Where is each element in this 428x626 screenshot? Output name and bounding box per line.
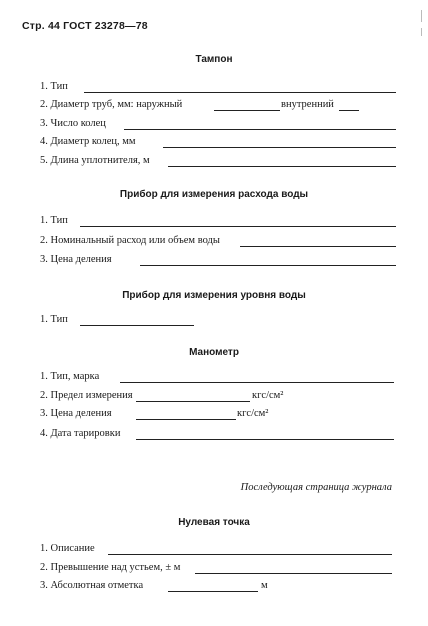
fill-line[interactable]	[120, 382, 394, 383]
form-row-mano-division	[40, 408, 340, 422]
field-label: 4. Диаметр колец, мм	[40, 136, 136, 147]
fill-line[interactable]	[136, 401, 250, 402]
form-row-absolute-mark	[40, 580, 280, 594]
field-label: 3. Абсолютная отметка	[40, 580, 144, 591]
field-label: 1. Описание	[40, 543, 95, 554]
field-label: 1. Тип	[40, 215, 68, 226]
field-label: 5. Длина уплотнителя, м	[40, 155, 150, 166]
form-row-nominal-flow	[40, 235, 396, 249]
unit-label: кгс/см²	[252, 390, 284, 401]
unit-label: кгс/см²	[237, 408, 269, 419]
section-title-flow-meter: Прибор для измерения расхода воды	[119, 189, 309, 200]
form-row-mano-date	[40, 428, 394, 442]
field-label: 2. Предел измерения	[40, 390, 133, 401]
field-sublabel-inner: внутренний	[281, 99, 334, 110]
field-label: 1. Тип	[40, 81, 68, 92]
fill-line[interactable]	[240, 246, 396, 247]
section-title-level-meter: Прибор для измерения уровня воды	[122, 290, 306, 301]
field-label: 1. Тип	[40, 314, 68, 325]
form-row-elevation	[40, 562, 392, 576]
field-label: 2. Номинальный расход или объем воды	[40, 235, 220, 246]
fill-line[interactable]	[195, 573, 392, 574]
fill-line[interactable]	[163, 147, 396, 148]
form-row-mano-type	[40, 371, 394, 385]
section-title-tampon: Тампон	[195, 54, 233, 65]
form-row-pipe-diameter	[40, 99, 396, 113]
fill-line[interactable]	[136, 419, 236, 420]
fill-line[interactable]	[168, 591, 258, 592]
form-row-seal-length	[40, 155, 396, 169]
page-header: Стр. 44 ГОСТ 23278—78	[22, 20, 148, 32]
fill-line[interactable]	[108, 554, 392, 555]
form-row-type	[40, 81, 396, 95]
form-row-description	[40, 543, 392, 557]
field-label: 3. Число колец	[40, 118, 106, 129]
field-label: 2. Превышение над устьем, ± м	[40, 562, 181, 573]
scan-mark	[421, 10, 422, 22]
form-row-flow-division	[40, 254, 396, 268]
fill-line[interactable]	[80, 325, 194, 326]
unit-label: м	[261, 580, 268, 591]
scan-mark	[421, 28, 422, 36]
field-label: 3. Цена деления	[40, 254, 112, 265]
fill-line[interactable]	[168, 166, 396, 167]
section-title-manometer: Манометр	[189, 347, 239, 358]
section-title-zero-point: Нулевая точка	[178, 517, 250, 528]
field-label: 4. Дата тарировки	[40, 428, 121, 439]
fill-line[interactable]	[84, 92, 396, 93]
continuation-note: Последующая страница журнала	[240, 482, 392, 493]
form-row-ring-diameter	[40, 136, 396, 150]
fill-line[interactable]	[124, 129, 396, 130]
fill-line-outer[interactable]	[214, 110, 280, 111]
fill-line[interactable]	[80, 226, 396, 227]
form-row-mano-limit	[40, 390, 340, 404]
form-row-flow-type	[40, 215, 396, 229]
form-row-ring-count	[40, 118, 396, 132]
fill-line[interactable]	[140, 265, 396, 266]
field-label: 3. Цена деления	[40, 408, 112, 419]
field-label: 2. Диаметр труб, мм: наружный	[40, 99, 183, 110]
fill-line-inner[interactable]	[339, 110, 359, 111]
form-row-level-type	[40, 314, 200, 328]
field-label: 1. Тип, марка	[40, 371, 100, 382]
fill-line[interactable]	[136, 439, 394, 440]
